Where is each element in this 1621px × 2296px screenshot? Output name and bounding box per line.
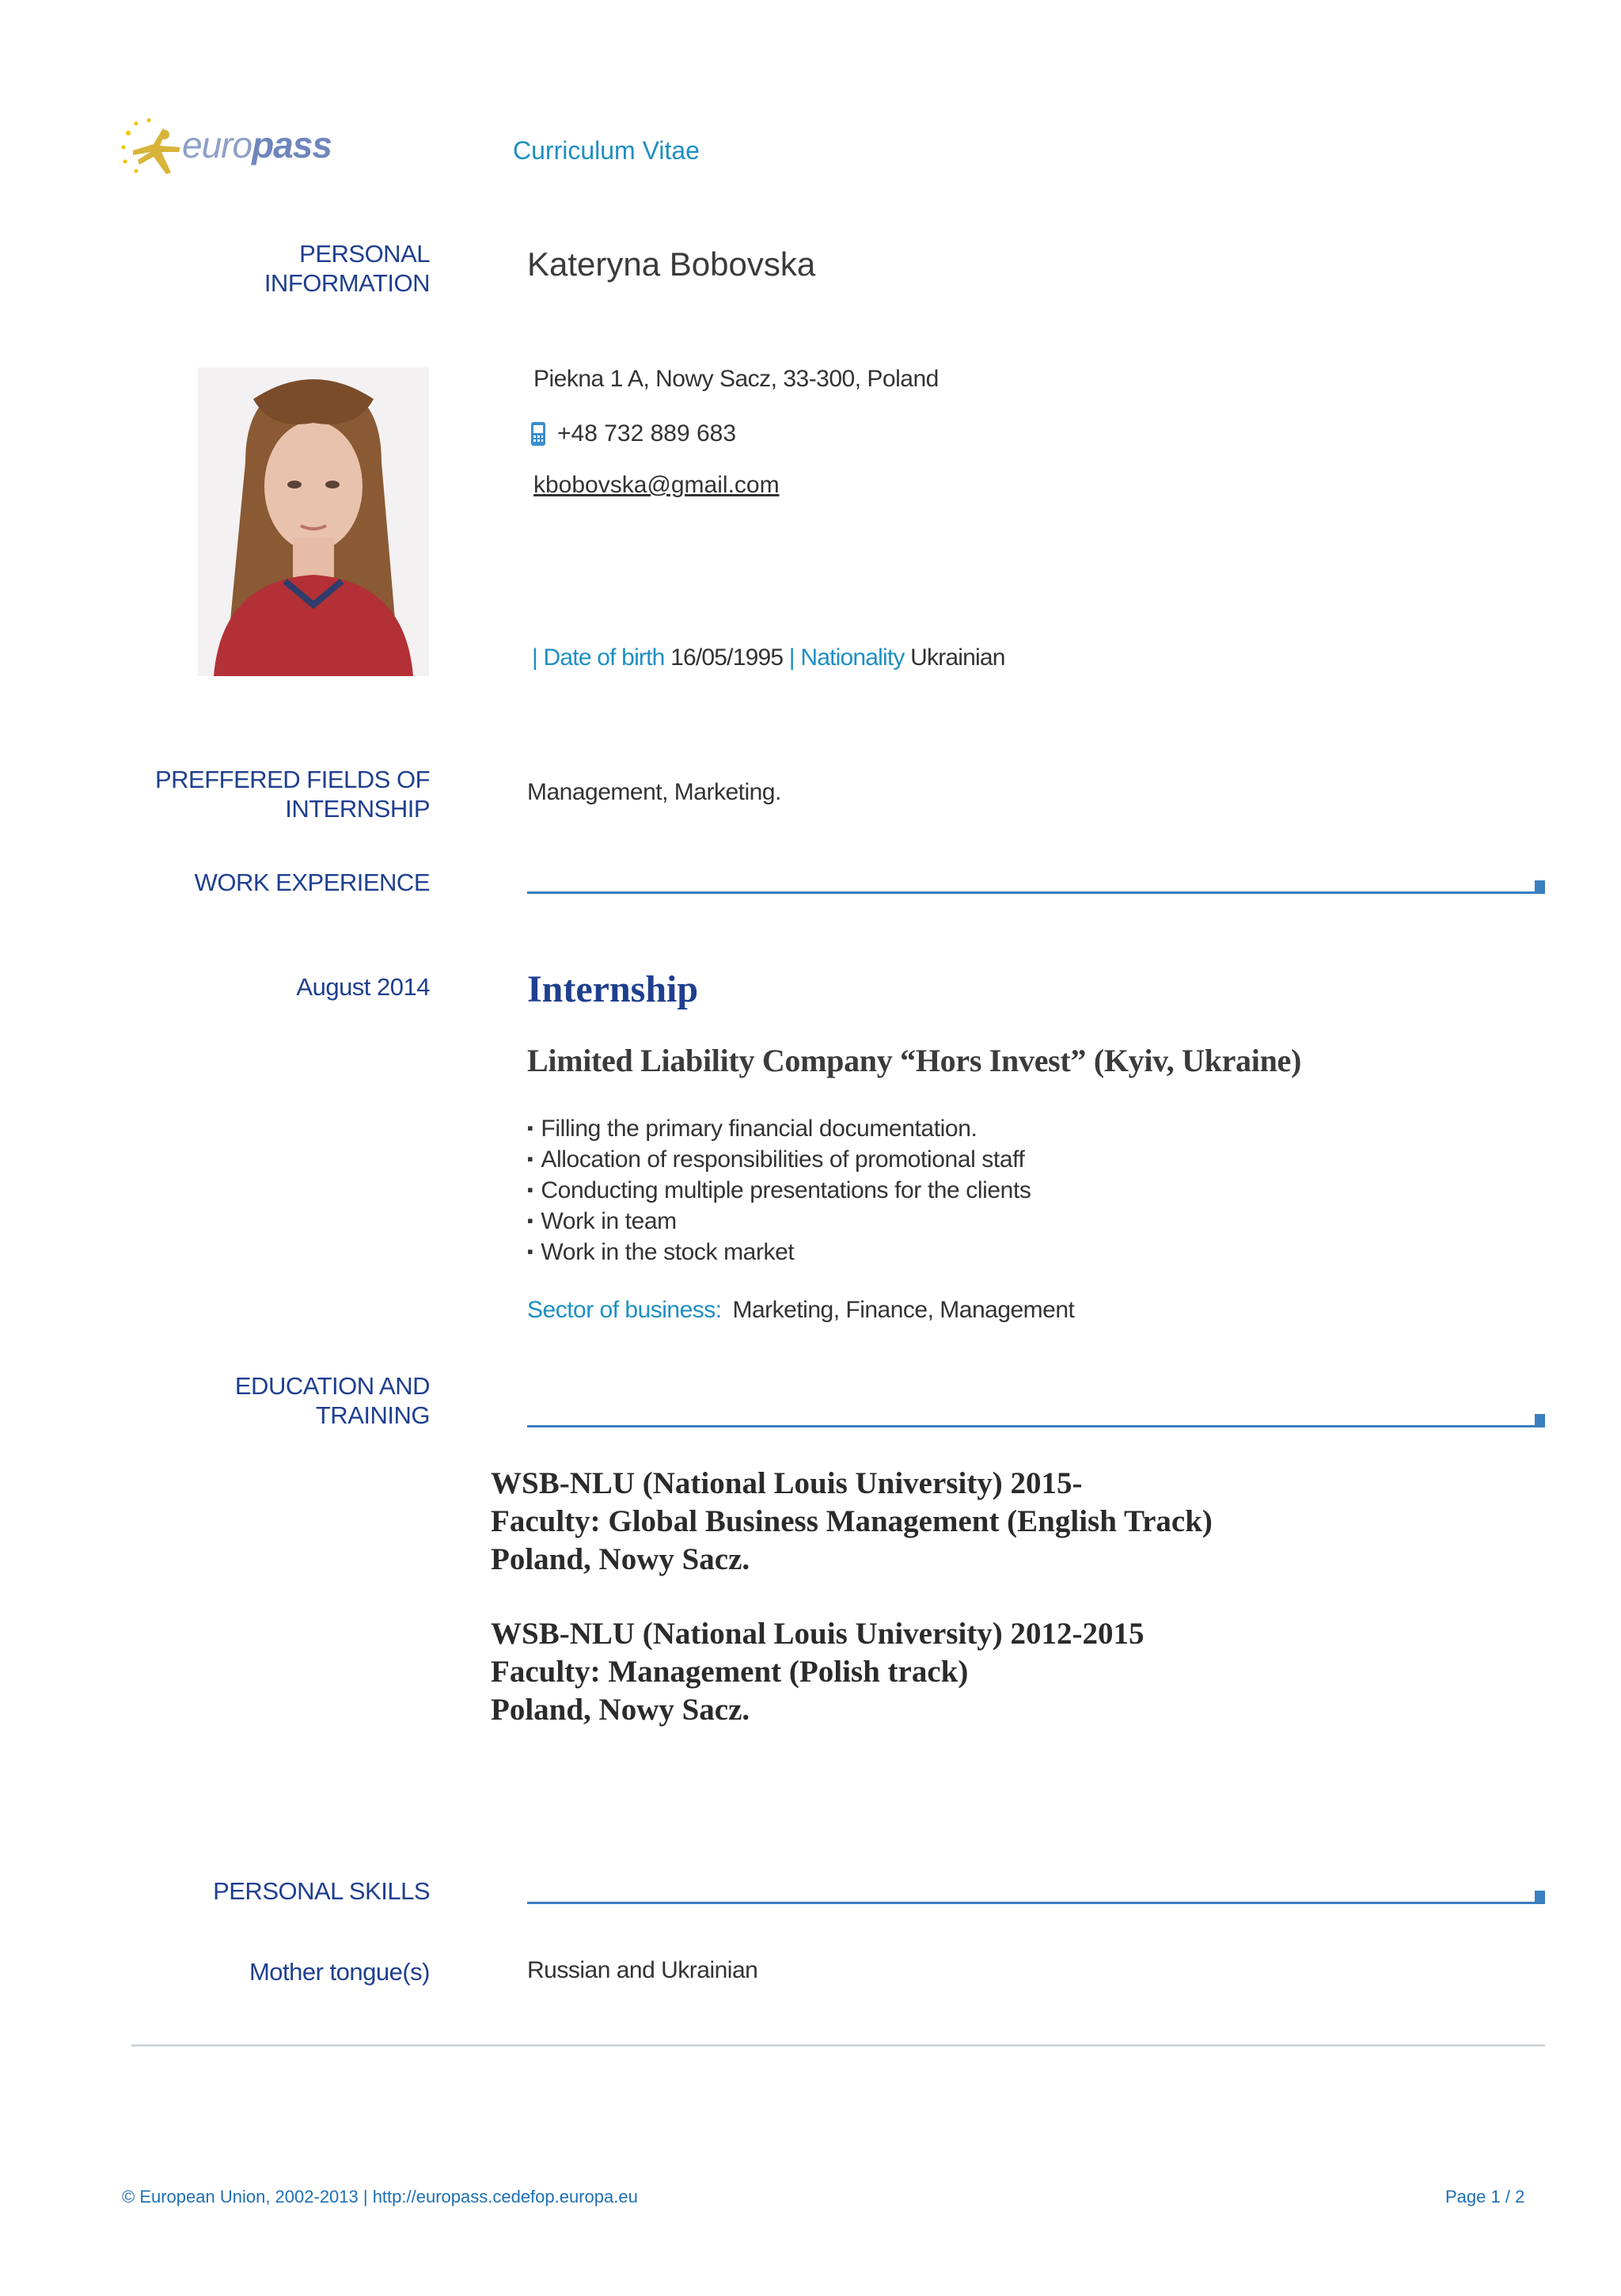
personal-information-label-line2: INFORMATION	[264, 269, 430, 297]
list-item: ▪ Work in the stock market	[527, 1237, 1031, 1268]
work-date: August 2014	[296, 973, 430, 1001]
nationality-value: Ukrainian	[910, 644, 1005, 671]
education-location: Poland, Nowy Sacz.	[491, 1542, 750, 1576]
work-experience-divider	[527, 891, 1545, 894]
personal-skills-label: PERSONAL SKILLS	[213, 1877, 430, 1905]
logo-text-pass: pass	[252, 124, 332, 165]
preferred-fields-label-line2: INTERNSHIP	[285, 795, 430, 823]
education-divider-end	[1535, 1414, 1545, 1427]
full-name: Kateryna Bobovska	[527, 245, 816, 283]
education-location: Poland, Nowy Sacz.	[491, 1693, 750, 1727]
preferred-fields-label-line1: PREFFERED FIELDS OF	[154, 766, 430, 793]
personal-skills-divider-end	[1535, 1891, 1545, 1904]
mobile-phone-icon	[529, 420, 548, 447]
work-experience-label: WORK EXPERIENCE	[194, 869, 430, 896]
education-label	[235, 1371, 430, 1430]
dob-label: | Date of birth	[532, 644, 665, 671]
education-entry	[491, 1615, 1145, 1729]
birth-nationality-row	[532, 644, 1005, 671]
footer-copyright: © European Union, 2002-2013 | http://europass.cedefop.europa.eu	[122, 2187, 638, 2207]
nationality-label: | Nationality	[788, 644, 905, 671]
list-item: ▪ Allocation of responsibilities of promotional staff	[527, 1144, 1031, 1175]
europass-star-figure-icon	[117, 116, 188, 179]
work-duties-list	[527, 1113, 1031, 1268]
work-title: Internship	[527, 968, 699, 1010]
list-item: ▪ Filling the primary financial documentation.	[527, 1113, 1031, 1144]
cv-title: Curriculum Vitae	[513, 136, 700, 165]
education-label-line1: EDUCATION AND	[234, 1372, 430, 1400]
education-faculty: Faculty: Management (Polish track)	[491, 1655, 969, 1689]
email-link[interactable]: kbobovska@gmail.com	[533, 472, 780, 498]
page-bottom-divider	[131, 2044, 1545, 2047]
personal-information-label-line1: PERSONAL	[299, 240, 430, 268]
education-label-line2: TRAINING	[315, 1401, 430, 1429]
sector-label: Sector of business:	[527, 1297, 722, 1323]
phone-row	[529, 420, 736, 448]
education-entry	[491, 1465, 1213, 1579]
mother-tongue-value: Russian and Ukrainian	[527, 1957, 758, 1983]
address: Piekna 1 A, Nowy Sacz, 33-300, Poland	[533, 366, 939, 392]
sector-row	[527, 1297, 1074, 1324]
preferred-fields-label	[155, 765, 430, 823]
preferred-fields-value: Management, Marketing.	[527, 779, 781, 805]
profile-photo	[198, 367, 429, 676]
list-item: ▪ Conducting multiple presentations for the clients	[527, 1175, 1031, 1206]
education-faculty: Faculty: Global Business Management (English Track)	[491, 1504, 1213, 1538]
education-institution: WSB-NLU (National Louis University) 2015-	[491, 1466, 1083, 1500]
personal-information-label	[264, 239, 430, 298]
phone-number: +48 732 889 683	[557, 420, 737, 447]
list-item: ▪ Work in team	[527, 1206, 1031, 1237]
footer-page-number: Page 1 / 2	[1445, 2187, 1525, 2207]
education-institution: WSB-NLU (National Louis University) 2012-2015	[491, 1617, 1145, 1651]
europass-logo	[117, 116, 339, 179]
education-divider	[527, 1425, 1545, 1427]
work-company: Limited Liability Company “Hors Invest” (Kyiv, Ukraine)	[527, 1043, 1301, 1078]
mother-tongue-label: Mother tongue(s)	[249, 1958, 430, 1986]
work-experience-divider-end	[1535, 880, 1545, 894]
dob-value: 16/05/1995	[670, 644, 784, 671]
personal-skills-divider	[527, 1902, 1545, 1904]
sector-value: Marketing, Finance, Management	[732, 1297, 1075, 1323]
logo-text-euro: euro	[182, 124, 252, 165]
